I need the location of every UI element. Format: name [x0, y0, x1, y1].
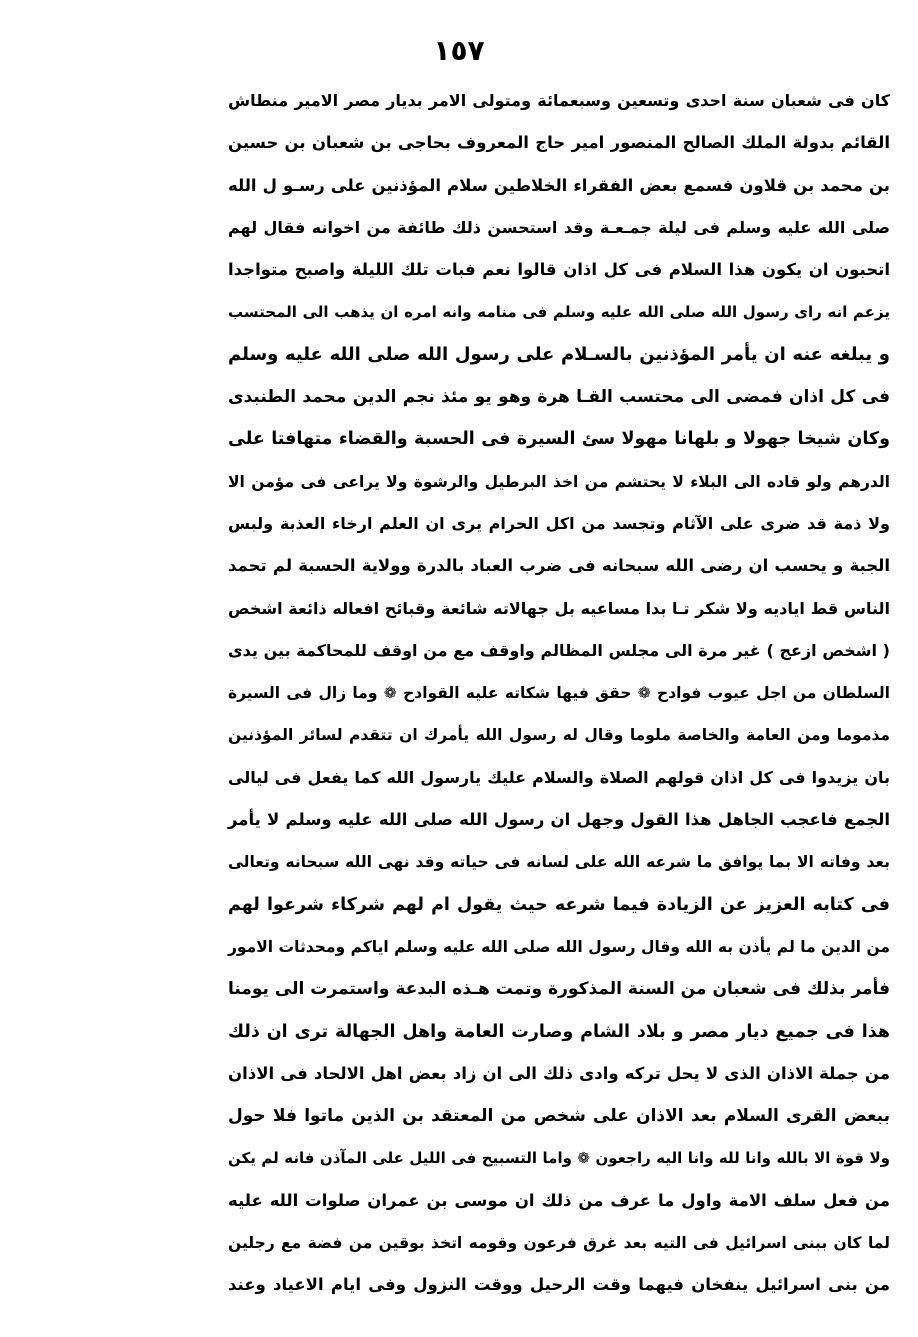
text-line: و يبلغه عنه ان يأمر المؤذنين بالسـلام على رسول الله صلى الله عليه وسلم — [228, 343, 890, 365]
text-line: لما كان ببنى اسرائيل فى التيه بعد غرق فرعون وقومه اتخذ بوقين من فضة مع رجلين — [228, 1234, 890, 1253]
text-line: ولا قوة الا بالله وانا لله وانا اليه راجعون ❁ واما التسبيح فى الليل على المآذن فانه لم يكن — [228, 1149, 890, 1168]
text-line: الجبة و يحسب ان رضى الله سبحانه فى ضرب العباد بالدرة وولاية الحسبة لم تحمد — [228, 556, 890, 576]
text-line: من بنى اسرائيل ينفخان فيهما وقت الرحيل ووقت النزول وفى ايام الاعياد وعند — [228, 1275, 890, 1295]
page-number: ١٥٧ — [433, 34, 485, 67]
text-line: القائم بدولة الملك الصالح المنصور امير حاج المعروف بحاجى بن شعبان بن حسين — [228, 133, 890, 153]
text-line: صلى الله عليه وسلم فى ليلة جمـعـة وقد استحسن ذلك طائفة من اخوانه فقال لهم — [228, 217, 890, 237]
text-line: من جملة الاذان الذى لا يحل تركه وادى ذلك الى ان زاد بعض اهل الالحاد فى الاذان — [228, 1063, 890, 1083]
text-line: ولا ذمة قد ضرى على الآثام وتجسد من اكل الحرام يرى ان العلم ارخاء العذبة ولبس — [228, 513, 890, 533]
text-line: كان فى شعبان سنة احدى وتسعين وسبعمائة ومتولى الامر بديار مصر الامير منطاش — [228, 91, 890, 110]
text-line: فى كتابه العزيز عن الزيادة فيما شرعه حيث يقول ام لهم شركاء شرعوا لهم — [228, 894, 890, 915]
text-line: السلطان من اجل عيوب فوادح ❁ حقق فيها شكاته عليه القوادح ❁ وما زال فى السيرة — [228, 684, 890, 703]
text-line: الناس قط اياديه ولا شكر تـا بدا مساعيه بل جهالاته شائعة وقبائح افعاله ذائعة اشخص — [228, 598, 890, 618]
text-line: بان يزيدوا فى كل اذان قولهم الصلاة والسلام عليك يارسول الله كما يفعل فى ليالى — [228, 767, 890, 787]
text-line: فأمر بذلك فى شعبان من السنة المذكورة وتمت هـذه البدعة واستمرت الى يومنا — [228, 979, 890, 1000]
text-line: هذا فى جميع ديار مصر و بلاد الشام وصارت العامة واهل الجهالة ترى ان ذلك — [228, 1021, 890, 1042]
text-line: بعد وفاته الا بما يوافق ما شرعه الله على لسانه فى حياته وقد نهى الله سبحانه وتعالى — [228, 853, 890, 872]
text-line: يزعم انه راى رسول الله صلى الله عليه وسلم فى منامه وانه امره ان يذهب الى المحتسب — [228, 303, 890, 322]
text-line: من الدين ما لم يأذن به الله وقال رسول الله صلى الله عليه وسلم اياكم ومحدثات الامور — [228, 937, 890, 956]
text-line: وكان شيخا جهولا و بلهانا مهولا سئ السيرة فى الحسبة والقضاء متهافتا على — [228, 429, 890, 450]
text-line: ( اشخص ازعج ) غير مرة الى مجلس المظالم واوقف مع من اوقف للمحاكمة بين يدى — [228, 640, 890, 660]
text-line: فى كل اذان فمضى الى محتسب القـا هرة وهو يو مئذ نجم الدين محمد الطنبدى — [228, 387, 890, 408]
text-line: الدرهم ولو قاده الى البلاء لا يحتشم من اخذ البرطيل والرشوة ولا يراعى فى مؤمن الا — [228, 472, 890, 491]
text-line: ببعض القرى السلام بعد الاذان على شخص من المعتقد بن الذين ماتوا فلا حول — [228, 1106, 890, 1127]
text-body — [228, 80, 890, 1307]
text-line: الجمع فاعجب الجاهل هذا القول وجهل ان رسول الله صلى الله عليه وسلم لا يأمر — [228, 810, 890, 830]
text-line: من فعل سلف الامة واول ما عرف من ذلك ان موسى بن عمران صلوات الله عليه — [228, 1190, 890, 1210]
text-line: اتحبون ان يكون هذا السلام فى كل اذان قالوا نعم فبات تلك الليلة واصبح متواجدا — [228, 260, 890, 280]
text-line: مذموما ومن العامة والخاصة ملوما وقال له رسول الله يأمرك ان تتقدم لسائر المؤذنين — [228, 726, 890, 745]
text-line: بن محمد بن قلاون فسمع بعض الفقراء الخلاطين سلام المؤذنين على رسـو ل الله — [228, 175, 890, 195]
